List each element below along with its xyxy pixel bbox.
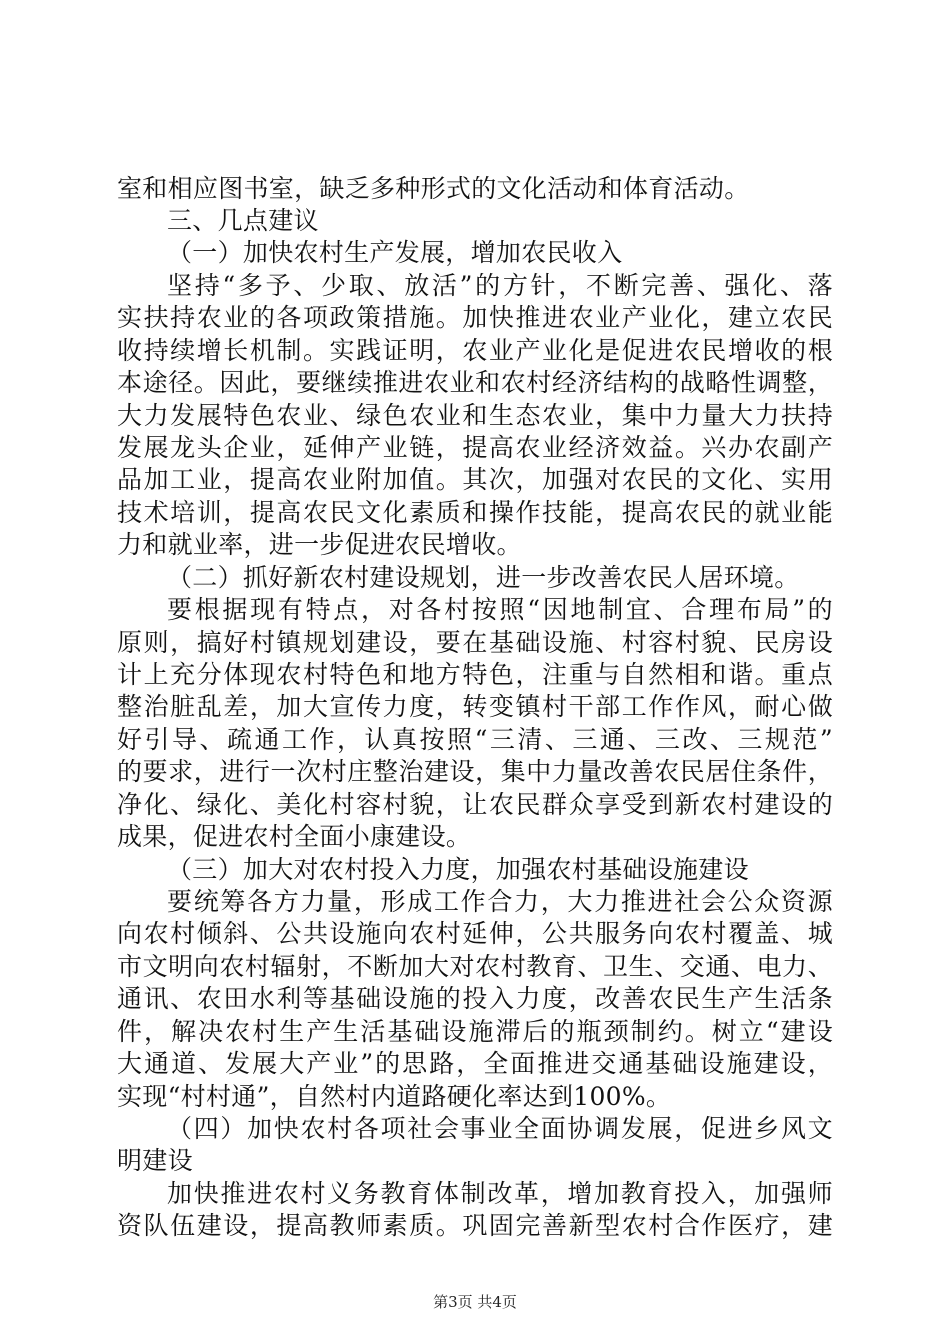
text-line: 实现“村村通”，自然村内道路硬化率达到100%。	[117, 1082, 672, 1111]
text-line: 坚持“多予、少取、放活”的方针，不断完善、强化、落	[167, 271, 833, 300]
text-line: 大通道、发展大产业”的思路，全面推进交通基础设施建设，	[117, 1049, 833, 1078]
text-line: 发展龙头企业，延伸产业链，提高农业经济效益。兴办农副产	[117, 433, 833, 462]
text-line: 实扶持农业的各项政策措施。加快推进农业产业化，建立农民	[117, 303, 833, 332]
text-line: 件，解决农村生产生活基础设施滞后的瓶颈制约。树立“建设	[117, 1017, 833, 1046]
text-line: 好引导、疏通工作，认真按照“三清、三通、三改、三规范”	[117, 725, 833, 754]
text-line: 的要求，进行一次村庄整治建设，集中力量改善农民居住条件，	[117, 757, 833, 786]
text-line: 净化、绿化、美化村容村貌，让农民群众享受到新农村建设的	[117, 790, 833, 819]
text-line: 室和相应图书室，缺乏多种形式的文化活动和体育活动。	[117, 174, 750, 203]
subsection-heading-continued: 明建设	[117, 1146, 193, 1175]
text-line: 技术培训，提高农民文化素质和操作技能，提高农民的就业能	[117, 498, 833, 527]
section-heading: 三、几点建议	[167, 206, 319, 235]
subsection-heading: （四）加快农村各项社会事业全面协调发展，促进乡风文	[167, 1114, 833, 1143]
subsection-heading: （一）加快农村生产发展，增加农民收入	[167, 238, 623, 267]
subsection-heading: （二）抓好新农村建设规划，进一步改善农民人居环境。	[167, 563, 800, 592]
subsection-heading: （三）加大对农村投入力度，加强农村基础设施建设	[167, 855, 749, 884]
text-line: 要根据现有特点，对各村按照“因地制宜、合理布局”的	[167, 595, 833, 624]
text-line: 资队伍建设，提高教师素质。巩固完善新型农村合作医疗，建	[117, 1211, 833, 1240]
text-line: 要统筹各方力量，形成工作合力，大力推进社会公众资源	[167, 887, 833, 916]
text-line: 力和就业率，进一步促进农民增收。	[117, 530, 522, 559]
text-line: 本途径。因此，要继续推进农业和农村经济结构的战略性调整，	[117, 368, 833, 397]
text-line: 收持续增长机制。实践证明，农业产业化是促进农民增收的根	[117, 336, 833, 365]
text-line: 向农村倾斜、公共设施向农村延伸，公共服务向农村覆盖、城	[117, 919, 833, 948]
text-line: 品加工业，提高农业附加值。其次，加强对农民的文化、实用	[117, 465, 833, 494]
text-line: 市文明向农村辐射，不断加大对农村教育、卫生、交通、电力、	[117, 952, 833, 981]
text-line: 原则，搞好村镇规划建设，要在基础设施、村容村貌、民房设	[117, 628, 833, 657]
page-number-footer: 第3页 共4页	[433, 1293, 517, 1311]
text-line: 成果，促进农村全面小康建设。	[117, 822, 472, 851]
text-line: 整治脏乱差，加大宣传力度，转变镇村干部工作作风，耐心做	[117, 692, 833, 721]
text-line: 计上充分体现农村特色和地方特色，注重与自然相和谐。重点	[117, 660, 833, 689]
text-line: 大力发展特色农业、绿色农业和生态农业，集中力量大力扶持	[117, 401, 833, 430]
text-line: 通讯、农田水利等基础设施的投入力度，改善农民生产生活条	[117, 984, 833, 1013]
text-line: 加快推进农村义务教育体制改革，增加教育投入，加强师	[167, 1179, 833, 1208]
